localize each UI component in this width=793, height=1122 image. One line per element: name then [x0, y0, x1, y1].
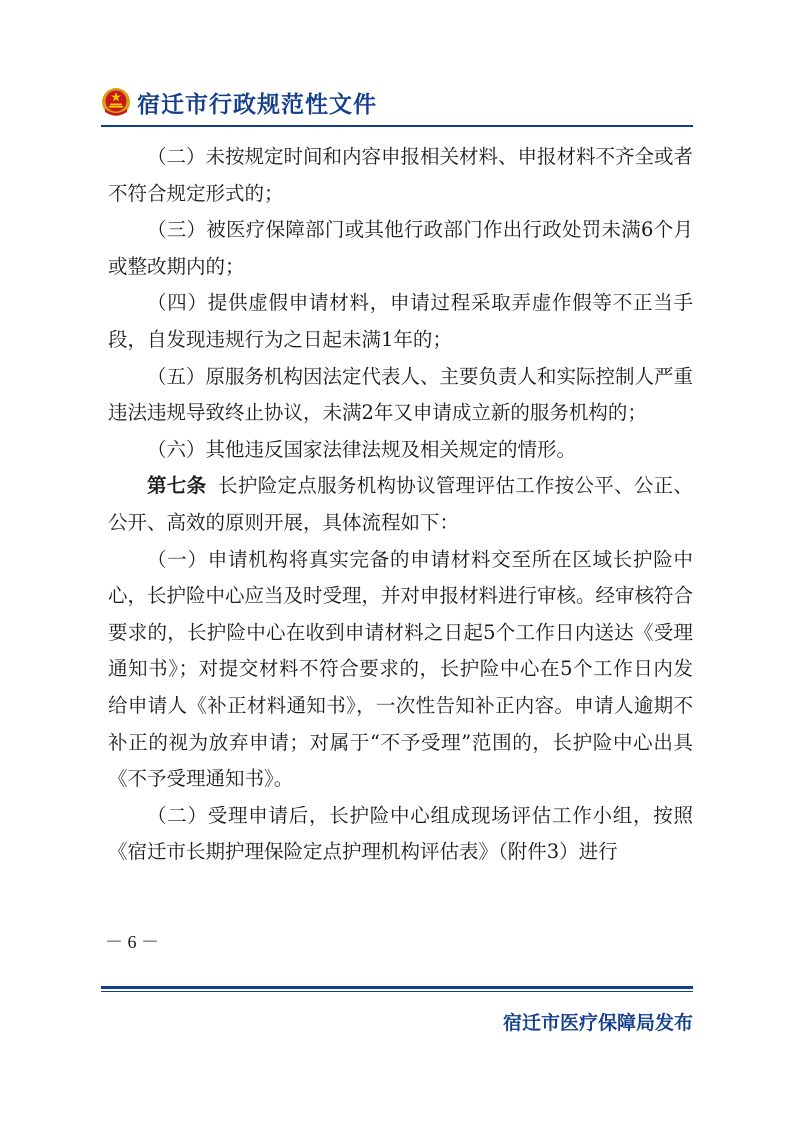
paragraph-text: （三）被医疗保障部门或其他行政部门作出行政处罚未满6个月或整改期内的；	[108, 218, 693, 278]
paragraph-text: （二）未按规定时间和内容申报相关材料、申报材料不齐全或者不符合规定形式的；	[108, 145, 694, 205]
article-label: 第七条	[147, 474, 207, 498]
footer-divider	[101, 986, 693, 989]
paragraph	[108, 468, 693, 541]
paragraph	[108, 359, 693, 432]
paragraph	[108, 432, 693, 469]
page-number: － 6 －	[105, 932, 159, 952]
document-header	[101, 84, 377, 120]
footer-publisher: 宿迁市医疗保障局发布	[502, 1012, 693, 1034]
paragraph	[108, 798, 693, 871]
footer-divider-thin	[101, 991, 693, 992]
paragraph-text: 长护险定点服务机构协议管理评估工作按公平、公正、公开、高效的原则开展，具体流程如下：	[108, 474, 693, 534]
paragraph	[108, 285, 693, 358]
header-divider	[101, 125, 693, 127]
paragraph-text: （六）其他违反国家法律法规及相关规定的情形。	[147, 437, 577, 461]
paragraph-text: （四）提供虚假申请材料，申请过程采取弄虚作假等不正当手段，自发现违规行为之日起未满1年的；	[108, 291, 693, 351]
paragraph	[108, 542, 693, 798]
paragraph-text: （二）受理申请后，长护险中心组成现场评估工作小组，按照《宿迁市长期护理保险定点护理机构评估表》（附件3）进行	[108, 803, 693, 864]
paragraph	[108, 139, 693, 212]
header-title: 宿迁市行政规范性文件	[137, 91, 377, 118]
document-body	[108, 139, 693, 871]
paragraph-text: （一）申请机构将真实完备的申请材料交至所在区域长护险中心，长护险中心应当及时受理，并对申报材料进行审核。经审核符合要求的，长护险中心在收到申请材料之日起5个工作日内送达《受理通知书》；对提交材料不符合要求的，长护险中心在5个工作日内发给申请人《补正材料通知书》，一次性告知补正内容。申请人逾期不补正的视为放弃申请；对属于“不予受理”范围的，长护险中心出具《不予受理通知书》。	[108, 547, 694, 791]
national-emblem-icon	[101, 87, 131, 117]
paragraph-text: （五）原服务机构因法定代表人、主要负责人和实际控制人严重违法违规导致终止协议，未满2年又申请成立新的服务机构的；	[108, 364, 694, 425]
paragraph	[108, 212, 693, 285]
